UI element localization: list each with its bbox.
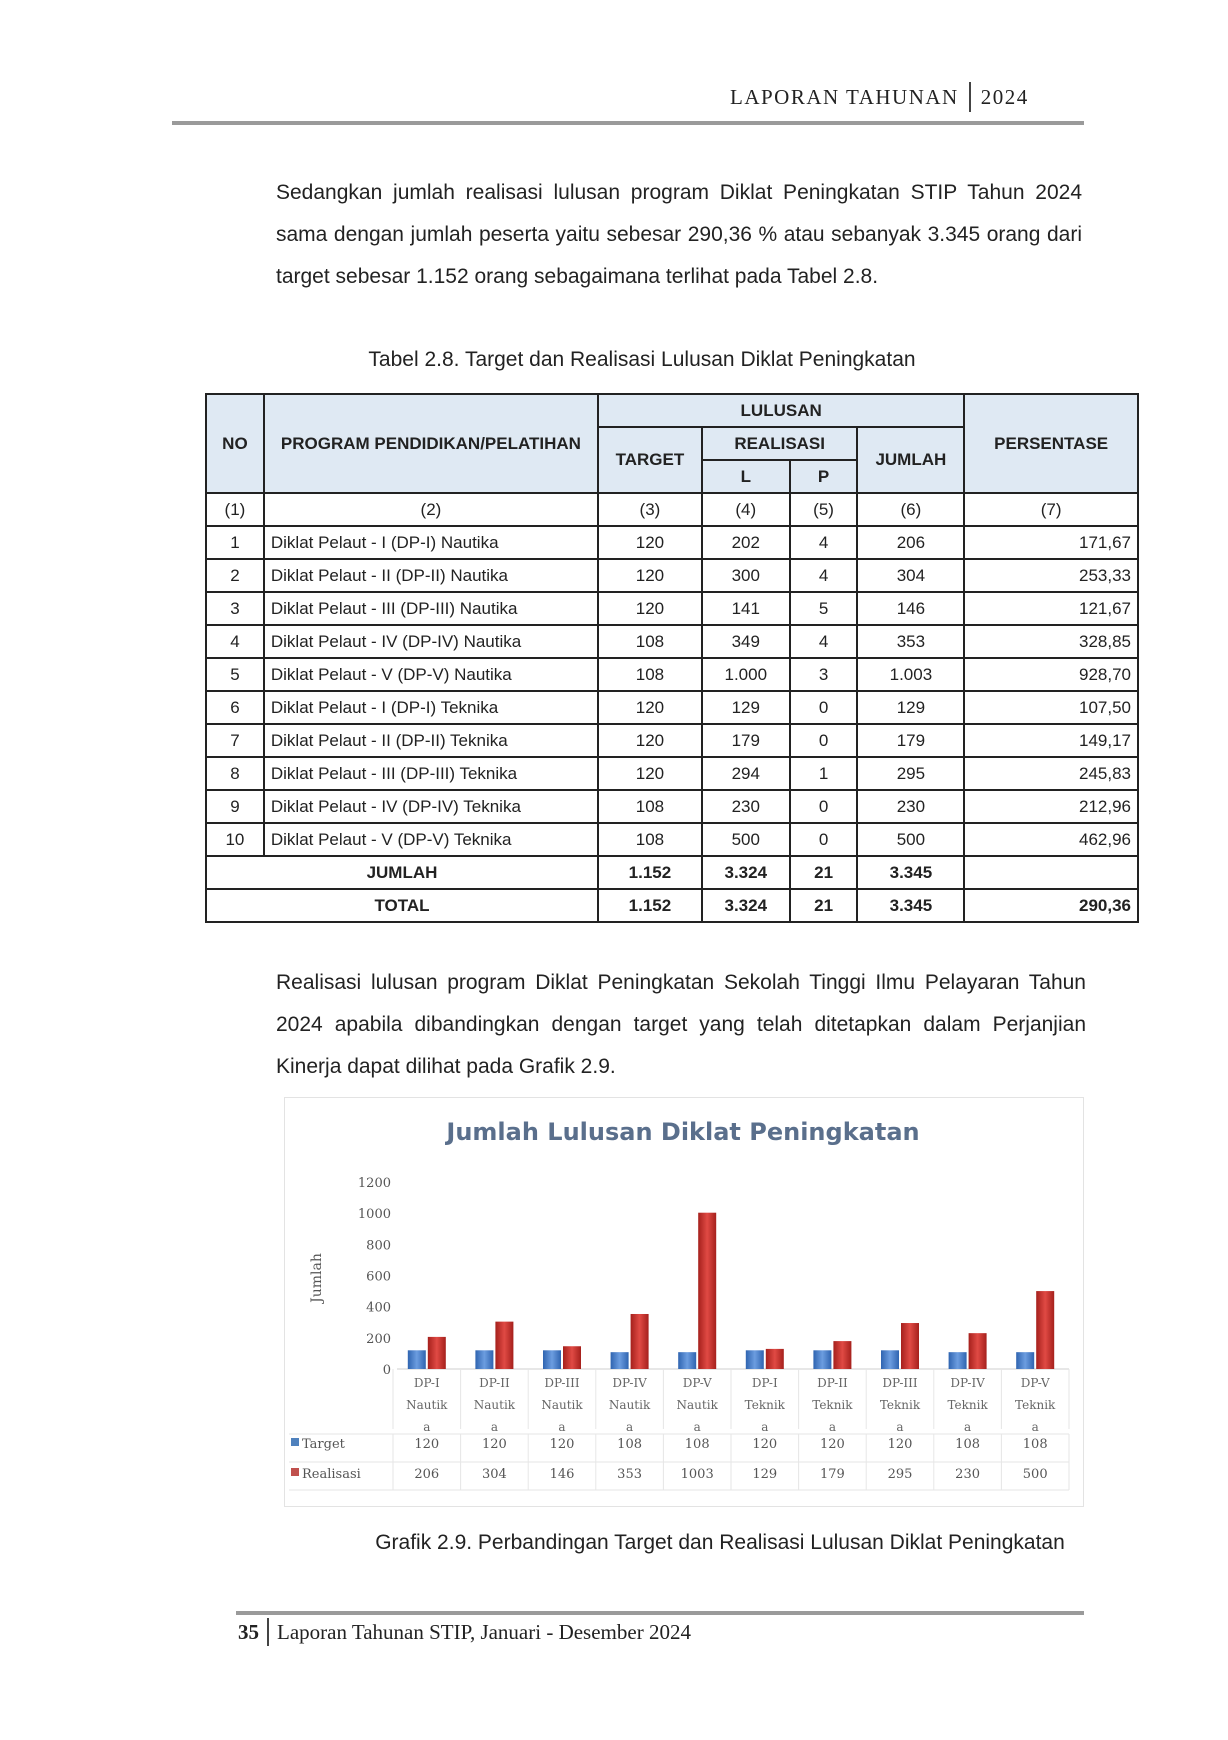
- row-l: 1.000: [702, 658, 790, 691]
- row-program: Diklat Pelaut - III (DP-III) Teknika: [264, 757, 598, 790]
- legend-label: Target: [302, 1437, 345, 1452]
- x-tick-label: a: [1031, 1420, 1039, 1434]
- col-jumlah: JUMLAH: [857, 427, 964, 493]
- chart-title: Jumlah Lulusan Diklat Peningkatan: [446, 1118, 920, 1146]
- table-row: [206, 757, 1138, 790]
- x-tick-label: a: [964, 1420, 972, 1434]
- x-tick-label: a: [693, 1420, 701, 1434]
- x-tick-label: DP-IV: [950, 1376, 985, 1390]
- row-no: 6: [206, 691, 264, 724]
- row-l: 230: [702, 790, 790, 823]
- index-cell: (4): [702, 493, 790, 526]
- table-total-row: [206, 889, 1138, 922]
- row-p: 4: [790, 625, 858, 658]
- data-table-value: 304: [481, 1467, 507, 1482]
- target-bar: [543, 1350, 561, 1369]
- x-tick-label: a: [828, 1420, 836, 1434]
- row-persen: 328,85: [964, 625, 1138, 658]
- row-l: 500: [702, 823, 790, 856]
- row-no: 3: [206, 592, 264, 625]
- row-no: 4: [206, 625, 264, 658]
- x-tick-label: DP-V: [682, 1376, 712, 1390]
- realisasi-legend-swatch: [291, 1468, 299, 1476]
- footer-divider: [267, 1618, 269, 1646]
- row-program: Diklat Pelaut - II (DP-II) Teknika: [264, 724, 598, 757]
- table-row: [206, 625, 1138, 658]
- graduates-table: [205, 393, 1139, 923]
- paragraph-intro: Sedangkan jumlah realisasi lulusan program Diklat Peningkatan STIP Tahun 2024 sama dengan jumlah peserta yaitu sebesar 290,36 % atau sebanyak 3.345 orang dari target sebesar 1.152 orang sebagaimana terlihat pada Tabel 2.8.: [276, 181, 1082, 288]
- x-tick-label: Teknik: [744, 1398, 785, 1412]
- col-no: NO: [206, 394, 264, 493]
- col-p: P: [790, 460, 858, 493]
- x-tick-label: Nautik: [608, 1398, 651, 1412]
- y-tick-label: 1200: [357, 1176, 391, 1191]
- y-axis-label: Jumlah: [309, 1253, 325, 1303]
- y-tick-label: 1000: [357, 1207, 391, 1223]
- row-p: 0: [790, 724, 858, 757]
- realisasi-bar: [428, 1337, 446, 1369]
- x-tick-label: Teknik: [812, 1398, 853, 1412]
- target-bar: [678, 1352, 696, 1369]
- total-target: 1.152: [598, 889, 702, 922]
- row-jumlah: 146: [857, 592, 964, 625]
- x-tick-label: Teknik: [879, 1398, 921, 1412]
- x-tick-label: DP-II: [479, 1376, 510, 1390]
- row-p: 4: [790, 559, 858, 592]
- row-jumlah: 129: [857, 691, 964, 724]
- row-program: Diklat Pelaut - I (DP-I) Nautika: [264, 526, 598, 559]
- x-tick-label: DP-IV: [612, 1376, 647, 1390]
- target-bar: [475, 1350, 493, 1369]
- row-jumlah: 353: [857, 625, 964, 658]
- data-table-value: 295: [887, 1467, 913, 1482]
- row-l: 141: [702, 592, 790, 625]
- row-l: 349: [702, 625, 790, 658]
- x-tick-label: Nautik: [473, 1398, 516, 1412]
- row-no: 8: [206, 757, 264, 790]
- x-tick-label: DP-II: [817, 1376, 848, 1390]
- row-p: 0: [790, 790, 858, 823]
- target-bar: [1016, 1352, 1034, 1369]
- total-label: TOTAL: [206, 889, 598, 922]
- target-bar: [408, 1350, 426, 1369]
- target-bar: [746, 1350, 764, 1369]
- col-target: TARGET: [598, 427, 702, 493]
- row-target: 120: [598, 592, 702, 625]
- jumlah-persen: [964, 856, 1138, 889]
- total-jumlah: 3.345: [857, 889, 964, 922]
- row-no: 10: [206, 823, 264, 856]
- row-target: 108: [598, 625, 702, 658]
- table-index-row: [206, 493, 1138, 526]
- col-persentase: PERSENTASE: [964, 394, 1138, 493]
- page-footer: [238, 1620, 691, 1648]
- row-p: 3: [790, 658, 858, 691]
- data-table-value: 120: [887, 1437, 913, 1452]
- row-p: 5: [790, 592, 858, 625]
- row-persen: 245,83: [964, 757, 1138, 790]
- page-header: [730, 84, 1029, 114]
- row-no: 7: [206, 724, 264, 757]
- data-table-value: 353: [617, 1467, 643, 1482]
- x-tick-label: Nautik: [676, 1398, 718, 1412]
- row-jumlah: 295: [857, 757, 964, 790]
- col-realisasi: REALISASI: [702, 427, 858, 460]
- row-l: 202: [702, 526, 790, 559]
- target-bar: [611, 1352, 629, 1369]
- x-tick-label: DP-III: [882, 1376, 918, 1390]
- row-program: Diklat Pelaut - IV (DP-IV) Nautika: [264, 625, 598, 658]
- row-jumlah: 304: [857, 559, 964, 592]
- table-row: [206, 592, 1138, 625]
- table-row: [206, 724, 1138, 757]
- total-p: 21: [790, 889, 858, 922]
- table-row: [206, 790, 1138, 823]
- row-persen: 212,96: [964, 790, 1138, 823]
- target-bar: [813, 1350, 831, 1369]
- row-jumlah: 500: [857, 823, 964, 856]
- row-program: Diklat Pelaut - V (DP-V) Nautika: [264, 658, 598, 691]
- x-tick-label: DP-I: [413, 1376, 440, 1390]
- x-tick-label: a: [896, 1420, 904, 1434]
- data-table-value: 500: [1022, 1467, 1048, 1482]
- index-cell: (5): [790, 493, 858, 526]
- header-year: 2024: [980, 84, 1029, 109]
- col-l: L: [702, 460, 790, 493]
- data-table-value: 1003: [680, 1467, 714, 1482]
- chart-container: [284, 1097, 1084, 1507]
- row-no: 2: [206, 559, 264, 592]
- data-table-value: 146: [549, 1467, 575, 1482]
- data-table-value: 108: [1022, 1437, 1048, 1452]
- table-row: [206, 658, 1138, 691]
- paragraph-chart-intro: Realisasi lulusan program Diklat Peningkatan Sekolah Tinggi Ilmu Pelayaran Tahun 2024 apabila dibandingkan dengan target yang telah ditetapkan dalam Perjanjian Kinerja dapat dilihat pada Grafik 2.9.: [276, 971, 1086, 1078]
- row-program: Diklat Pelaut - II (DP-II) Nautika: [264, 559, 598, 592]
- realisasi-bar: [1036, 1291, 1054, 1369]
- x-tick-label: a: [558, 1420, 566, 1434]
- target-bar: [881, 1350, 899, 1369]
- x-tick-label: Teknik: [1015, 1398, 1056, 1412]
- row-persen: 462,96: [964, 823, 1138, 856]
- jumlah-l: 3.324: [702, 856, 790, 889]
- page-number: 35: [238, 1620, 259, 1644]
- data-table-value: 129: [752, 1467, 778, 1482]
- row-jumlah: 206: [857, 526, 964, 559]
- data-table-value: 120: [549, 1437, 575, 1452]
- footer-rule: [236, 1611, 1084, 1615]
- index-cell: (7): [964, 493, 1138, 526]
- index-cell: (2): [264, 493, 598, 526]
- target-bar: [949, 1352, 967, 1369]
- realisasi-bar: [901, 1323, 919, 1369]
- row-persen: 149,17: [964, 724, 1138, 757]
- table-row: [206, 526, 1138, 559]
- realisasi-bar: [495, 1322, 513, 1369]
- row-p: 0: [790, 691, 858, 724]
- table-row: [206, 559, 1138, 592]
- x-tick-label: DP-V: [1020, 1376, 1050, 1390]
- index-cell: (3): [598, 493, 702, 526]
- data-table-value: 108: [684, 1437, 710, 1452]
- index-cell: (6): [857, 493, 964, 526]
- table-row: [206, 823, 1138, 856]
- row-persen: 121,67: [964, 592, 1138, 625]
- chart-caption: Grafik 2.9. Perbandingan Target dan Realisasi Lulusan Diklat Peningkatan: [375, 1531, 1065, 1554]
- data-table-value: 108: [955, 1437, 981, 1452]
- col-lulusan: LULUSAN: [598, 394, 964, 427]
- bar-chart: [285, 1098, 1083, 1506]
- y-tick-label: 600: [366, 1269, 391, 1285]
- row-target: 120: [598, 757, 702, 790]
- realisasi-bar: [766, 1349, 784, 1369]
- row-target: 120: [598, 526, 702, 559]
- total-persen: 290,36: [964, 889, 1138, 922]
- header-rule: [172, 121, 1084, 125]
- row-p: 0: [790, 823, 858, 856]
- data-table-value: 108: [617, 1437, 643, 1452]
- x-tick-label: Nautik: [541, 1398, 583, 1412]
- x-tick-label: a: [423, 1420, 431, 1434]
- jumlah-total: 3.345: [857, 856, 964, 889]
- x-tick-label: a: [761, 1420, 769, 1434]
- row-target: 120: [598, 691, 702, 724]
- row-no: 5: [206, 658, 264, 691]
- row-p: 1: [790, 757, 858, 790]
- row-target: 120: [598, 724, 702, 757]
- y-tick-label: 800: [366, 1238, 391, 1254]
- x-tick-label: Teknik: [947, 1398, 988, 1412]
- row-target: 120: [598, 559, 702, 592]
- row-l: 179: [702, 724, 790, 757]
- row-target: 108: [598, 790, 702, 823]
- realisasi-bar: [969, 1333, 987, 1369]
- row-l: 294: [702, 757, 790, 790]
- row-program: Diklat Pelaut - IV (DP-IV) Teknika: [264, 790, 598, 823]
- row-p: 4: [790, 526, 858, 559]
- y-tick-label: 0: [382, 1363, 391, 1378]
- data-table-value: 120: [752, 1437, 778, 1452]
- realisasi-bar: [563, 1346, 581, 1369]
- row-jumlah: 1.003: [857, 658, 964, 691]
- data-table-value: 120: [481, 1437, 507, 1452]
- data-table-value: 179: [819, 1467, 845, 1482]
- row-persen: 107,50: [964, 691, 1138, 724]
- realisasi-bar: [833, 1341, 851, 1369]
- x-tick-label: DP-I: [751, 1376, 778, 1390]
- row-target: 108: [598, 658, 702, 691]
- legend-label: Realisasi: [302, 1467, 361, 1482]
- data-table-value: 120: [819, 1437, 845, 1452]
- row-program: Diklat Pelaut - I (DP-I) Teknika: [264, 691, 598, 724]
- jumlah-target: 1.152: [598, 856, 702, 889]
- y-tick-label: 200: [366, 1331, 391, 1347]
- x-tick-label: DP-III: [544, 1376, 580, 1390]
- row-persen: 253,33: [964, 559, 1138, 592]
- col-program: PROGRAM PENDIDIKAN/PELATIHAN: [264, 394, 598, 493]
- realisasi-bar: [698, 1213, 716, 1369]
- data-table-value: 230: [955, 1467, 981, 1482]
- jumlah-label: JUMLAH: [206, 856, 598, 889]
- row-no: 9: [206, 790, 264, 823]
- data-table-value: 206: [414, 1467, 440, 1482]
- row-program: Diklat Pelaut - III (DP-III) Nautika: [264, 592, 598, 625]
- header-divider: [969, 82, 971, 112]
- row-target: 108: [598, 823, 702, 856]
- row-jumlah: 179: [857, 724, 964, 757]
- x-tick-label: a: [626, 1420, 634, 1434]
- row-l: 300: [702, 559, 790, 592]
- table-header-row: [206, 394, 1138, 427]
- footer-text: Laporan Tahunan STIP, Januari - Desember 2024: [277, 1620, 691, 1644]
- row-persen: 928,70: [964, 658, 1138, 691]
- index-cell: (1): [206, 493, 264, 526]
- row-l: 129: [702, 691, 790, 724]
- header-title: LAPORAN TAHUNAN: [730, 84, 959, 109]
- x-tick-label: Nautik: [406, 1398, 448, 1412]
- row-no: 1: [206, 526, 264, 559]
- jumlah-p: 21: [790, 856, 858, 889]
- data-table-value: 120: [414, 1437, 440, 1452]
- total-l: 3.324: [702, 889, 790, 922]
- y-tick-label: 400: [366, 1300, 391, 1316]
- x-tick-label: a: [490, 1420, 498, 1434]
- realisasi-bar: [631, 1314, 649, 1369]
- row-jumlah: 230: [857, 790, 964, 823]
- table-row: [206, 691, 1138, 724]
- table-caption: Tabel 2.8. Target dan Realisasi Lulusan Diklat Peningkatan: [368, 348, 916, 371]
- table-jumlah-row: [206, 856, 1138, 889]
- target-legend-swatch: [291, 1438, 299, 1446]
- row-persen: 171,67: [964, 526, 1138, 559]
- row-program: Diklat Pelaut - V (DP-V) Teknika: [264, 823, 598, 856]
